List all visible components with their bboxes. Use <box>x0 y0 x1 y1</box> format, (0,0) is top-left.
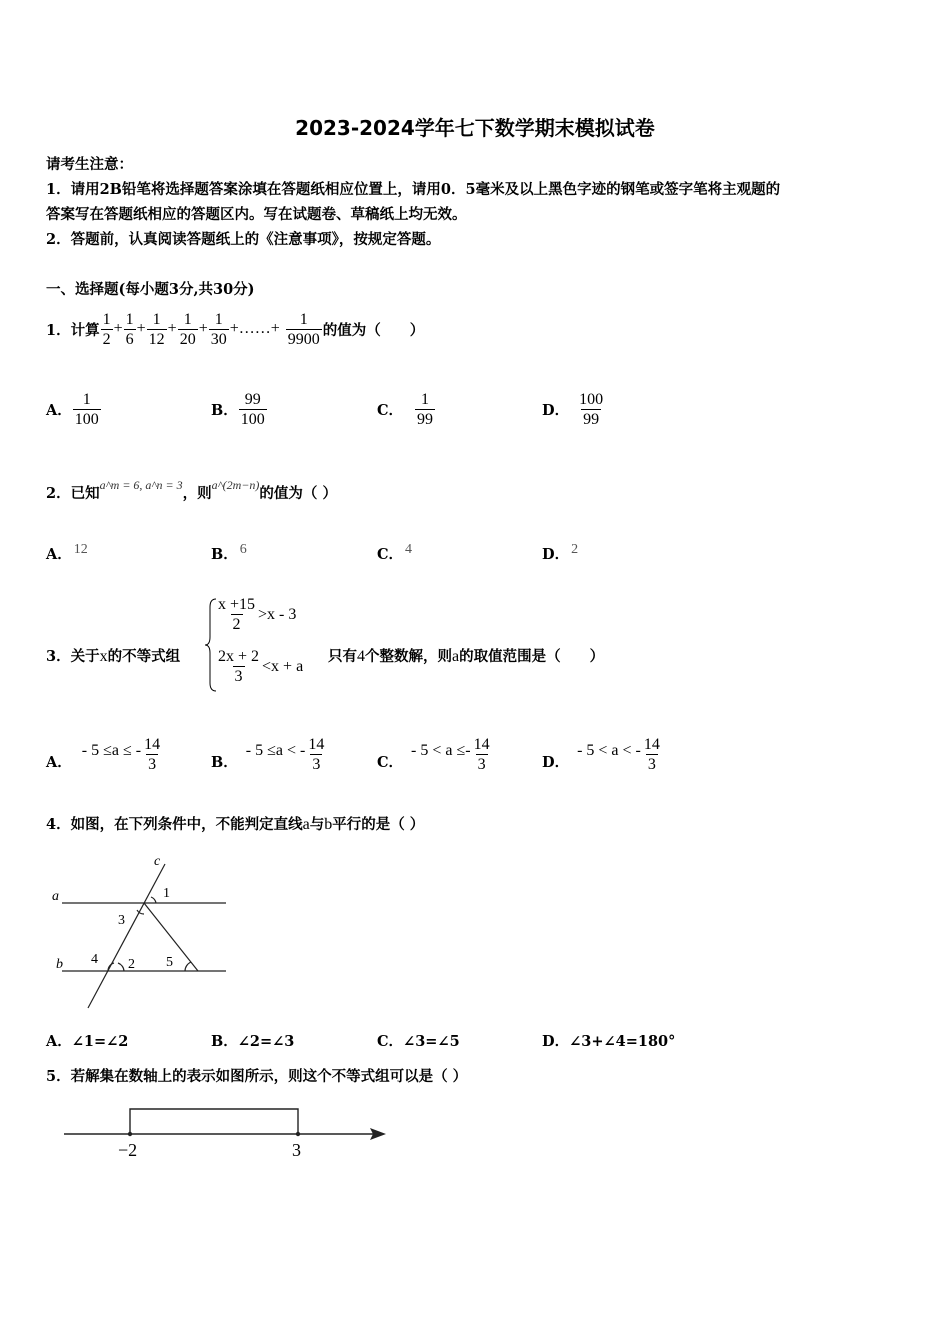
fig-label-c: c <box>154 854 161 869</box>
q2-option-b[interactable]: B． 6 <box>211 542 247 563</box>
q5-number-line <box>60 1098 395 1164</box>
q3-lead: 3．关于x的不等式组 <box>46 648 181 665</box>
notice-heading: 请考生注意： <box>46 156 133 173</box>
fig-label-2: 2 <box>128 957 135 972</box>
q1-plus: + <box>136 320 146 337</box>
q4-option-c[interactable]: C．∠3=∠5 <box>377 1033 460 1050</box>
q1-plus: + <box>113 320 123 337</box>
tick-label-3: 3 <box>292 1140 301 1160</box>
q1-dots: +……+ <box>229 320 280 337</box>
q3-inequality-1: $\frac{x +15}{2}$ >x - 3 <box>218 596 297 633</box>
question-5: 5．若解集在数轴上的表示如图所示，则这个不等式组可以是（ ） <box>46 1068 468 1085</box>
q2-condition: a^m = 6, a^n = 3 <box>99 478 183 492</box>
question-2: 2．已知 a^m = 6, a^n = 3 ，则 a^(2m−n) 的值为（ ） <box>46 478 337 502</box>
fig-label-3: 3 <box>118 913 125 928</box>
fig-label-b: b <box>56 957 63 972</box>
fig-label-a: a <box>52 889 59 904</box>
question-4: 4．如图，在下列条件中，不能判定直线a与b平行的是（ ） <box>46 816 425 833</box>
q1-plus: + <box>167 320 177 337</box>
q2-option-d[interactable]: D． 2 <box>542 542 579 563</box>
fig-label-4: 4 <box>91 952 98 967</box>
q3-option-b[interactable]: B． - 5 ≤a < - $\frac{14}{3}$ <box>211 736 325 773</box>
tick-label-neg2: −2 <box>118 1140 138 1160</box>
notice-line-1: 1．请用2B铅笔将选择题答案涂填在答题纸相应位置上，请用0．5毫米及以上黑色字迹的钢笔或签字笔将主观题的 <box>46 181 781 198</box>
q1-prefix: 1．计算 <box>46 321 100 339</box>
q1-frac-5: $\frac{1}{30}$ <box>210 310 227 348</box>
q4-figure <box>48 850 238 1015</box>
q1-plus: + <box>198 320 208 337</box>
q1-frac-last: $\frac{1}{9900}$ <box>287 310 320 348</box>
point-neg2 <box>128 1132 132 1136</box>
q1-option-b[interactable]: B． $\frac{99}{100}$ <box>211 390 265 428</box>
section-heading: 一、选择题(每小题3分,共30分) <box>46 281 255 298</box>
q1-option-c[interactable]: C． $\frac{1}{99}$ <box>377 390 434 428</box>
q4-option-d[interactable]: D．∠3+∠4=180° <box>542 1033 676 1050</box>
q4-option-b[interactable]: B．∠2=∠3 <box>211 1033 295 1050</box>
solution-bracket <box>130 1109 298 1134</box>
q2-expression: a^(2m−n) <box>211 478 260 492</box>
q3-tail: 只有4个整数解，则a的取值范围是（ ） <box>328 648 605 665</box>
point-3 <box>296 1132 300 1136</box>
q2-option-a[interactable]: A． 12 <box>46 542 88 563</box>
q1-frac-4: $\frac{1}{20}$ <box>179 310 196 348</box>
q1-option-a[interactable]: A． $\frac{1}{100}$ <box>46 390 99 428</box>
q2-option-c[interactable]: C． 4 <box>377 542 413 563</box>
notice-line-1b: 答案写在答题纸相应的答题区内。写在试题卷、草稿纸上均无效。 <box>46 206 467 223</box>
q1-frac-2: $\frac{1}{6}$ <box>125 310 134 348</box>
q1-frac-1: $\frac{1}{2}$ <box>102 310 111 348</box>
q1-option-d[interactable]: D． $\frac{100}{99}$ <box>542 390 604 428</box>
fig-label-1: 1 <box>163 886 170 901</box>
fig-label-5: 5 <box>166 955 173 970</box>
q1-suffix: 的值为（ ） <box>322 321 425 339</box>
notice-line-2: 2．答题前，认真阅读答题纸上的《注意事项》，按规定答题。 <box>46 231 441 248</box>
page-title: 2023-2024学年七下数学期末模拟试卷 <box>295 116 655 140</box>
q3-inequality-2: $\frac{2x + 2}{3}$ <x + a <box>218 648 304 685</box>
q3-option-a[interactable]: A． - 5 ≤a ≤ - $\frac{14}{3}$ <box>46 736 161 773</box>
q3-option-c[interactable]: C． - 5 < a ≤- $\frac{14}{3}$ <box>377 736 490 773</box>
q4-option-a[interactable]: A．∠1=∠2 <box>46 1033 129 1050</box>
q1-frac-3: $\frac{1}{12}$ <box>148 310 165 348</box>
question-1 <box>46 304 424 354</box>
line-c <box>88 864 165 1008</box>
q3-option-d[interactable]: D． - 5 < a < - $\frac{14}{3}$ <box>542 736 660 773</box>
